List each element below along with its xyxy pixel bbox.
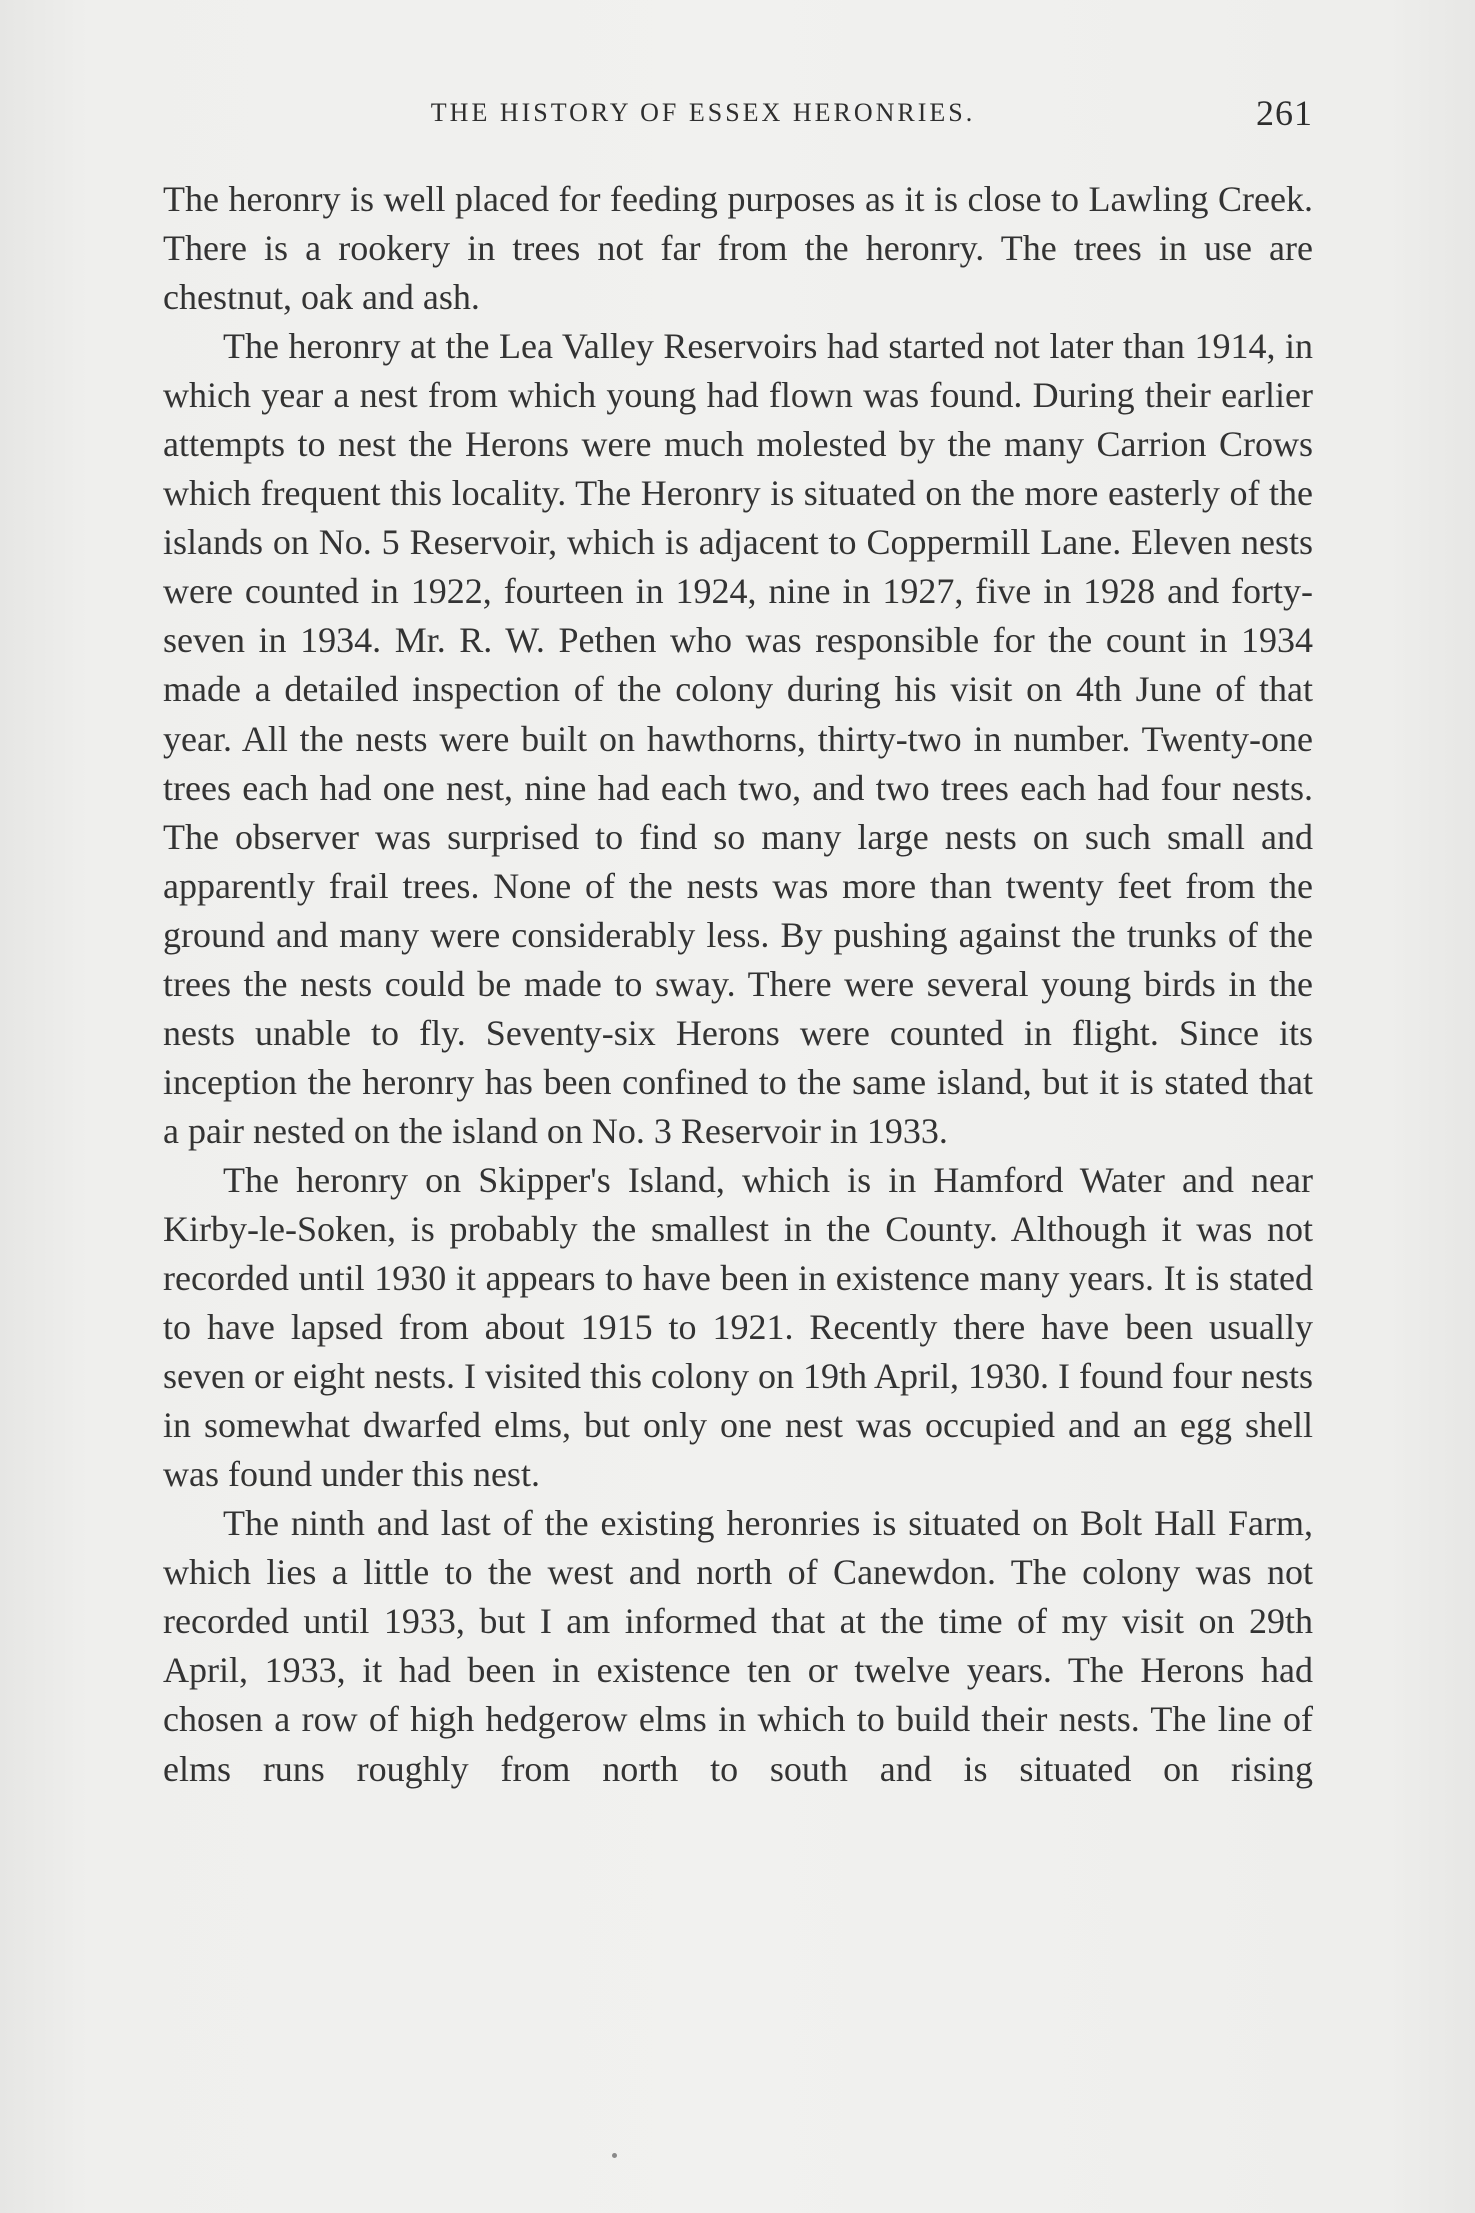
paragraph-skippers-island: The heronry on Skipper's Island, which is in Hamford Water and near Kirby-le-Soken, is probably the smallest in the County. Although it was not recorded until 1930 it appears to have been in existence many years. It is stated to have lapsed from about 1915 to 1921. Recently there have been usually seven or eight nests. I visited this colony on 19th April, 1930. I found four nests in somewhat dwarfed elms, but only one nest was occupied and an egg shell was found under this nest.	[163, 1159, 1313, 1495]
running-head	[163, 92, 1313, 132]
ink-speck	[612, 2153, 617, 2158]
running-title: THE HISTORY OF ESSEX HERONRIES.	[430, 98, 976, 127]
paragraph-lawling-creek: The heronry is well placed for feeding purposes as it is close to Lawling Creek. There is a rookery in trees not far from the heronry. The trees in use are chestnut, oak and ash.	[163, 179, 1313, 318]
paragraph-lea-valley: The heronry at the Lea Valley Reservoirs had started not later than 1914, in which year a nest from which young had flown was found. During their earlier attempts to nest the Herons were much molested by the many Carrion Crows which frequent this locality. The Heronry is situated on the more easterly of the islands on No. 5 Reservoir, which is adjacent to Coppermill Lane. Eleven nests were counted in 1922, fourteen in 1924, nine in 1927, five in 1928 and forty-seven in 1934. Mr. R. W. Pethen who was responsible for the count in 1934 made a detailed inspection of the colony during his visit on 4th June of that year. All the nests were built on hawthorns, thirty-two in number. Twenty-one trees each had one nest, nine had each two, and two trees each had four nests. The observer was surprised to find so many large nests on such small and apparently frail trees. None of the nests was more than twenty feet from the ground and many were considerably less. By pushing against the trunks of the trees the nests could be made to sway. There were several young birds in the nests unable to fly. Seventy-six Herons were counted in flight. Since its inception the heronry has been confined to the same island, but it is stated that a pair nested on the island on No. 3 Reservoir in 1933.	[163, 326, 1313, 1151]
page-number: 261	[1256, 93, 1313, 133]
paragraph-bolt-hall-farm: The ninth and last of the existing heronries is situated on Bolt Hall Farm, which lies a little to the west and north of Canewdon. The colony was not recorded until 1933, but I am informed that at the time of my visit on 29th April, 1933, it had been in existence ten or twelve years. The Herons had chosen a row of high hedgerow elms in which to build their nests. The line of elms runs roughly from north to south and is situated on rising	[163, 1503, 1313, 1789]
body-text	[163, 175, 1313, 1794]
